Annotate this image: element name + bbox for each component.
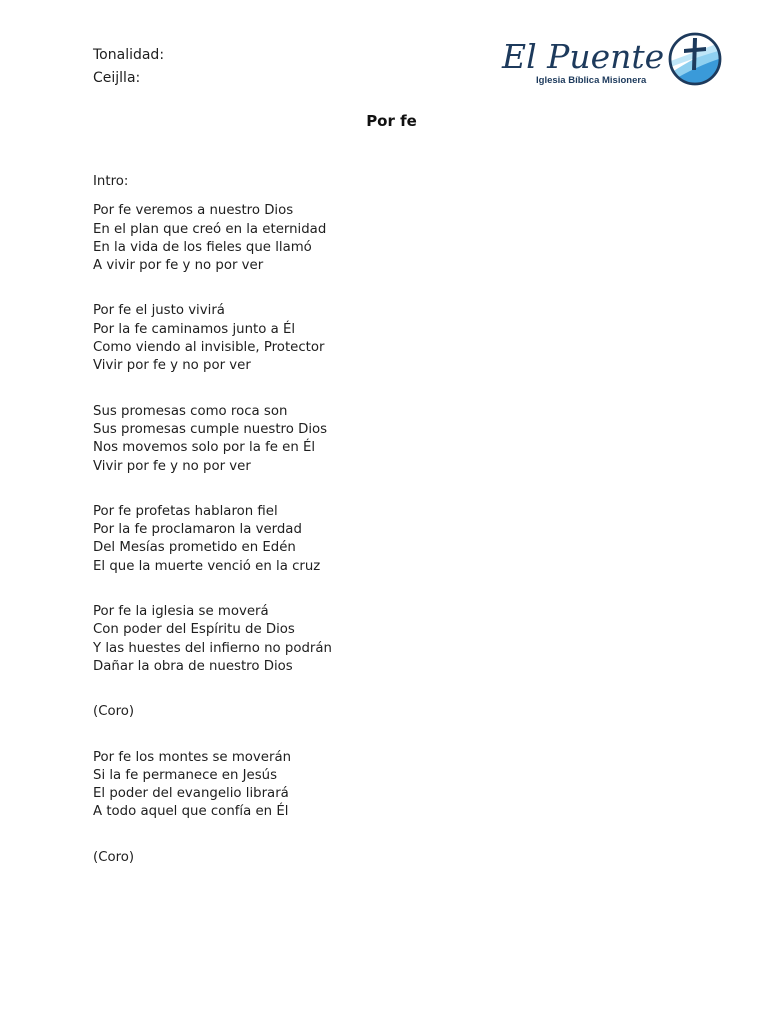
lyric-line: Por fe profetas hablaron fiel bbox=[93, 503, 278, 519]
lyric-line: Dañar la obra de nuestro Dios bbox=[93, 658, 293, 674]
chorus-marker: (Coro) bbox=[93, 849, 135, 865]
stanza-4 bbox=[93, 503, 332, 576]
ceijlla-label: Ceijlla: bbox=[93, 70, 141, 86]
logo-subtitle: Iglesia Bíblica Misionera bbox=[536, 75, 647, 86]
lyric-line: Si la fe permanece en Jesús bbox=[93, 767, 278, 783]
song-title: Por fe bbox=[366, 112, 417, 130]
stanza-2 bbox=[93, 302, 332, 375]
lyric-line: Del Mesías prometido en Edén bbox=[93, 540, 296, 556]
lyric-line: En el plan que creó en la eternidad bbox=[93, 221, 327, 237]
lyric-line: Como viendo al invisible, Protector bbox=[93, 340, 325, 356]
intro-label: Intro: bbox=[93, 174, 129, 189]
lyric-line: Con poder del Espíritu de Dios bbox=[93, 622, 295, 638]
lyrics-body bbox=[93, 173, 332, 894]
tonalidad-label: Tonalidad: bbox=[93, 47, 165, 63]
lyric-line: El poder del evangelio librará bbox=[93, 786, 289, 802]
chorus-marker: (Coro) bbox=[93, 704, 135, 720]
lyric-line: Sus promesas cumple nuestro Dios bbox=[93, 421, 328, 437]
lyric-line: A todo aquel que confía en Él bbox=[93, 804, 289, 820]
lyric-line: A vivir por fe y no por ver bbox=[93, 258, 264, 274]
cross-emblem-icon bbox=[660, 34, 722, 92]
lyric-line: Por fe el justo vivirá bbox=[93, 303, 225, 319]
stanza-5 bbox=[93, 603, 332, 676]
lyric-line: Por fe los montes se moverán bbox=[93, 749, 292, 765]
lyric-line: Vivir por fe y no por ver bbox=[93, 358, 251, 374]
lyric-line: Por la fe caminamos junto a Él bbox=[93, 321, 296, 337]
lyric-line: El que la muerte venció en la cruz bbox=[93, 558, 321, 574]
lyric-line: Nos movemos solo por la fe en Él bbox=[93, 440, 316, 456]
lyric-line: Por fe veremos a nuestro Dios bbox=[93, 203, 294, 219]
stanza-6 bbox=[93, 749, 332, 822]
el-puente-logo bbox=[500, 28, 730, 92]
lyric-line: Y las huestes del infierno no podrán bbox=[93, 640, 332, 656]
logo-script-text: El Puente bbox=[502, 37, 665, 76]
lyric-line: En la vida de los fieles que llamó bbox=[93, 239, 312, 255]
lyric-line: Por fe la iglesia se moverá bbox=[93, 604, 269, 620]
stanza-3 bbox=[93, 403, 332, 476]
lyric-line: Vivir por fe y no por ver bbox=[93, 458, 251, 474]
stanza-1 bbox=[93, 202, 332, 275]
lyric-line: Sus promesas como roca son bbox=[93, 403, 288, 419]
lyric-line: Por la fe proclamaron la verdad bbox=[93, 522, 302, 538]
song-metadata bbox=[93, 44, 164, 90]
